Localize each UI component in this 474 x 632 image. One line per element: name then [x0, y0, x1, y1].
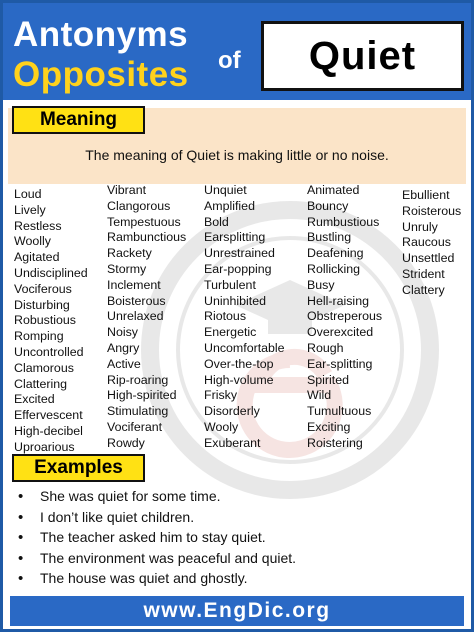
example-sentence	[18, 548, 296, 569]
antonym-word: Turbulent	[204, 277, 256, 292]
example-sentence	[18, 507, 296, 528]
antonym-word: Vociferant	[107, 419, 163, 434]
bullet-icon: •	[18, 570, 24, 587]
antonym-word: Busy	[307, 277, 335, 292]
antonym-word: High-decibel	[14, 423, 83, 438]
antonym-word: Roistering	[307, 435, 363, 450]
header-banner	[3, 3, 471, 100]
antonym-word: Rip-roaring	[107, 372, 169, 387]
antonym-word: Excited	[14, 392, 55, 407]
antonym-word: Roisterous	[402, 203, 462, 218]
example-text: The environment was peaceful and quiet.	[40, 549, 297, 566]
title-opposites: Opposites	[13, 55, 189, 94]
example-text: She was quiet for some time.	[40, 488, 221, 504]
antonym-word: Strident	[402, 266, 445, 281]
antonym-word: Spirited	[307, 372, 350, 387]
antonym-word: Unsettled	[402, 251, 455, 266]
antonym-column-4	[307, 183, 382, 452]
antonym-word: Raucous	[402, 235, 451, 250]
example-text: I don’t like quiet children.	[40, 508, 195, 525]
antonym-word: Rambunctious	[107, 230, 187, 245]
antonym-word: Robustious	[14, 313, 76, 328]
antonym-word: Unquiet	[204, 183, 247, 197]
antonym-word: Rollicking	[307, 261, 361, 276]
meaning-label: Meaning	[12, 106, 145, 134]
antonym-column-2	[107, 183, 186, 452]
antonym-word: Bouncy	[307, 198, 349, 213]
example-text: The house was quiet and ghostly.	[40, 570, 248, 586]
antonym-word: Overexcited	[307, 325, 374, 340]
antonym-word: Rackety	[107, 246, 152, 261]
antonym-word: Woolly	[14, 234, 51, 249]
bullet-icon: •	[18, 529, 24, 546]
antonym-word: Active	[107, 356, 141, 371]
antonym-word: Boisterous	[107, 293, 166, 308]
bullet-icon: •	[18, 488, 24, 505]
antonym-word: Uncontrolled	[14, 344, 84, 359]
antonym-word: Riotous	[204, 309, 247, 324]
antonym-word: Vociferous	[14, 281, 72, 296]
antonym-word: Angry	[107, 340, 140, 355]
antonym-word: Undisciplined	[14, 265, 88, 280]
antonym-word: Clattery	[402, 282, 445, 297]
antonym-word: Exuberant	[204, 435, 261, 450]
antonym-word: Bold	[204, 214, 229, 229]
example-sentence	[18, 568, 296, 589]
antonym-word: Deafening	[307, 246, 364, 261]
examples-label: Examples	[12, 454, 145, 482]
antonym-word: Noisy	[107, 325, 138, 340]
antonym-word: Restless	[14, 218, 62, 233]
footer-banner	[10, 596, 464, 626]
antonym-word: Disorderly	[204, 404, 260, 419]
headword: Quiet	[308, 33, 417, 78]
antonym-word: Loud	[14, 187, 42, 201]
antonym-word: Rough	[307, 340, 344, 355]
antonym-word: Ear-popping	[204, 261, 272, 276]
title-antonyms: Antonyms	[13, 15, 189, 54]
title-of: of	[218, 47, 241, 74]
antonym-word: Unruly	[402, 219, 438, 234]
antonym-word: Agitated	[14, 250, 60, 265]
antonym-word: Clamorous	[14, 360, 74, 375]
antonym-word: Vibrant	[107, 183, 147, 197]
antonym-word: Stormy	[107, 261, 147, 276]
antonym-column-5	[402, 188, 461, 299]
bullet-icon: •	[18, 549, 24, 567]
antonym-word: Clangorous	[107, 198, 171, 213]
antonym-word: Animated	[307, 183, 360, 197]
antonym-word: Lively	[14, 202, 46, 217]
antonym-word: Uninhibited	[204, 293, 266, 308]
antonym-word: Energetic	[204, 325, 257, 340]
antonym-word: Exciting	[307, 419, 351, 434]
antonym-word: Romping	[14, 329, 64, 344]
antonym-word: Tempestuous	[107, 214, 181, 229]
antonym-word: Tumultuous	[307, 404, 372, 419]
headword-box	[261, 21, 464, 91]
antonym-word: Stimulating	[107, 404, 169, 419]
antonym-word: Obstreperous	[307, 309, 383, 324]
antonym-word: Wild	[307, 388, 332, 403]
antonym-word: Ebullient	[402, 188, 450, 202]
antonym-word: Effervescent	[14, 408, 83, 423]
antonym-word: Frisky	[204, 388, 238, 403]
antonym-word: Uncomfortable	[204, 340, 285, 355]
example-sentence	[18, 486, 296, 507]
antonym-word: Over-the-top	[204, 356, 274, 371]
antonym-column-3	[204, 183, 285, 452]
antonym-word: Amplified	[204, 198, 255, 213]
example-sentence	[18, 527, 296, 548]
antonym-word: Disturbing	[14, 297, 70, 312]
antonym-word: High-spirited	[107, 388, 177, 403]
antonym-word: Inclement	[107, 277, 161, 292]
meaning-text: The meaning of Quiet is making little or no noise.	[85, 147, 389, 163]
antonym-word: Hell-raising	[307, 293, 369, 308]
bullet-icon: •	[18, 508, 24, 526]
antonym-word: Unrelaxed	[107, 309, 164, 324]
example-text: The teacher asked him to stay quiet.	[40, 529, 266, 545]
antonym-word: Wooly	[204, 419, 239, 434]
antonym-word: Earsplitting	[204, 230, 266, 245]
antonym-word: Unrestrained	[204, 246, 275, 261]
antonym-word: Bustling	[307, 230, 352, 245]
examples-list	[18, 486, 296, 589]
website-link[interactable]: www.EngDic.org	[143, 599, 331, 622]
antonym-word: High-volume	[204, 372, 274, 387]
antonym-word: Rowdy	[107, 435, 145, 450]
antonym-column-1	[14, 187, 88, 456]
antonym-word: Clattering	[14, 376, 68, 391]
antonym-word: Ear-splitting	[307, 356, 373, 371]
antonym-word: Uproarious	[14, 439, 75, 454]
antonym-word: Rumbustious	[307, 214, 380, 229]
